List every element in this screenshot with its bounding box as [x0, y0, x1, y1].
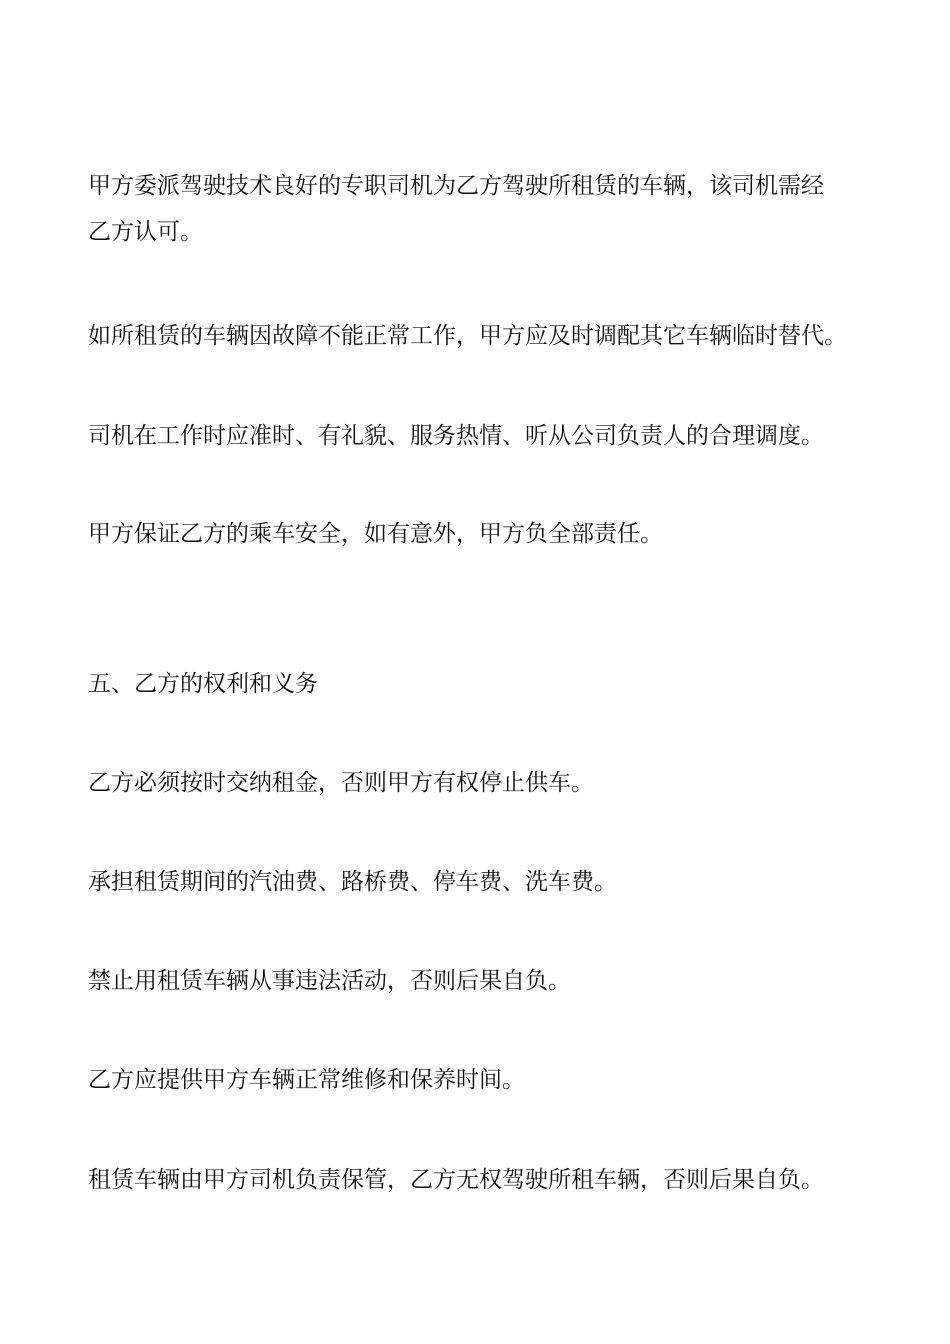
- paragraph-line: 司机在工作时应准时、有礼貌、服务热情、听从公司负责人的合理调度。: [88, 423, 824, 449]
- paragraph-driver-conduct: [88, 413, 868, 459]
- paragraph-maintenance-time: [88, 1057, 868, 1103]
- paragraph-line: 甲方委派驾驶技术良好的专职司机为乙方驾驶所租赁的车辆，该司机需经: [88, 173, 824, 199]
- paragraph-line: 乙方应提供甲方车辆正常维修和保养时间。: [88, 1067, 525, 1093]
- paragraph-vehicle-replacement: [88, 313, 868, 359]
- section-heading-text: 五、乙方的权利和义务: [88, 671, 318, 697]
- paragraph-expenses: [88, 859, 868, 905]
- paragraph-vehicle-custody: [88, 1157, 868, 1203]
- section-heading-party-b-rights: [88, 661, 868, 707]
- paragraph-line: 承担租赁期间的汽油费、路桥费、停车费、洗车费。: [88, 869, 617, 895]
- paragraph-line: 禁止用租赁车辆从事违法活动，否则后果自负。: [88, 968, 571, 994]
- paragraph-line: 乙方必须按时交纳租金，否则甲方有权停止供车。: [88, 770, 594, 796]
- paragraph-passenger-safety: [88, 511, 868, 557]
- paragraph-rent-payment: [88, 760, 868, 806]
- paragraph-line: 甲方保证乙方的乘车安全，如有意外，甲方负全部责任。: [88, 521, 663, 547]
- paragraph-line: 如所租赁的车辆因故障不能正常工作，甲方应及时调配其它车辆临时替代。: [88, 323, 847, 349]
- paragraph-illegal-use: [88, 958, 868, 1004]
- paragraph-line: 乙方认可。: [88, 219, 203, 245]
- paragraph-line: 租赁车辆由甲方司机负责保管，乙方无权驾驶所租车辆，否则后果自负。: [88, 1167, 824, 1193]
- paragraph-driver-assignment: [88, 163, 868, 255]
